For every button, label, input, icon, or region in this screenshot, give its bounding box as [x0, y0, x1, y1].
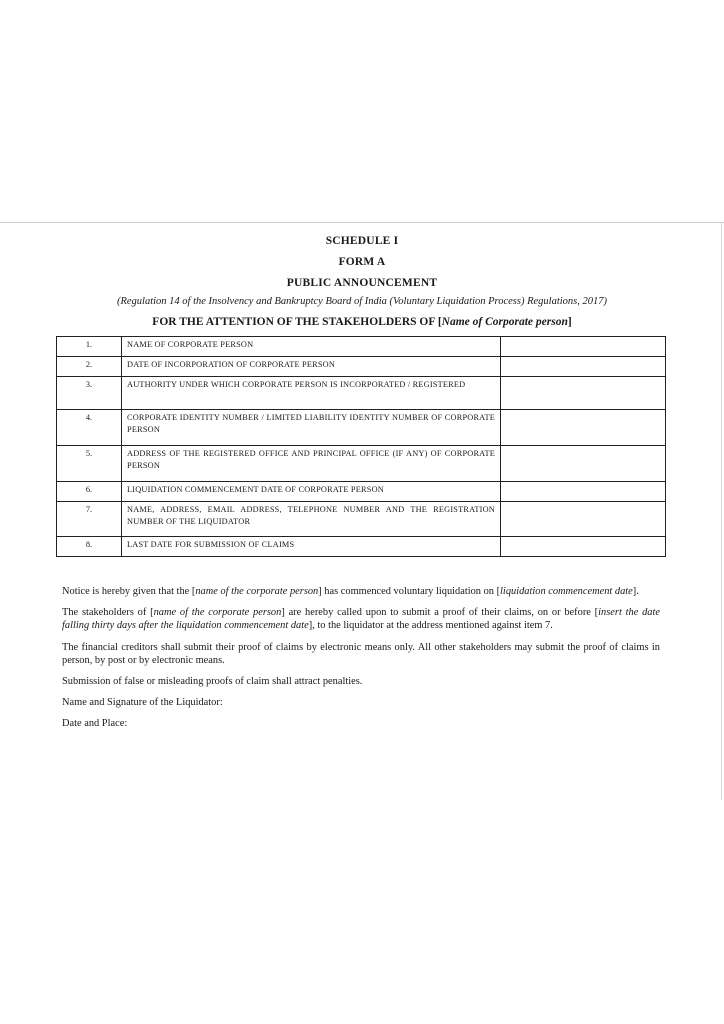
- notice-body: [62, 585, 660, 739]
- row-value: [501, 482, 666, 502]
- liquidator-signature-line: Name and Signature of the Liquidator:: [62, 697, 223, 709]
- details-table: [56, 336, 666, 557]
- row-number: 6.: [57, 482, 122, 502]
- row-label: NAME, ADDRESS, EMAIL ADDRESS, TELEPHONE NUMBER AND THE REGISTRATION NUMBER OF THE LIQUIDATOR: [122, 502, 501, 537]
- placeholder-text: liquidation commencement date: [500, 586, 633, 597]
- notice-text: ] are hereby called upon to submit a proof of their claims, on or before [: [281, 607, 599, 619]
- attention-suffix: ]: [567, 316, 572, 328]
- placeholder-text: name of the corporate person: [195, 586, 319, 597]
- row-label: LIQUIDATION COMMENCEMENT DATE OF CORPORATE PERSON: [122, 482, 501, 502]
- row-number: 1.: [57, 337, 122, 357]
- attention-prefix: FOR THE ATTENTION OF THE STAKEHOLDERS OF [: [152, 316, 442, 328]
- form-title: FORM A: [338, 256, 386, 268]
- table-row: [57, 502, 666, 537]
- row-value: [501, 357, 666, 377]
- row-label: DATE OF INCORPORATION OF CORPORATE PERSON: [122, 357, 501, 377]
- notice-paragraph-submission-means: The financial creditors shall submit their proof of claims by electronic means only. All other stakeholders may submit the proof of claims in person, by post or by electronic means.: [62, 641, 660, 666]
- notice-paragraph-claims: [62, 606, 660, 632]
- table-row: [57, 337, 666, 357]
- row-value: [501, 502, 666, 537]
- row-value: [501, 537, 666, 557]
- page-top-edge: [0, 222, 724, 223]
- row-label: CORPORATE IDENTITY NUMBER / LIMITED LIABILITY IDENTITY NUMBER OF CORPORATE PERSON: [122, 410, 501, 446]
- row-number: 2.: [57, 357, 122, 377]
- notice-text: ] has commenced voluntary liquidation on [: [318, 586, 501, 597]
- table-row: [57, 482, 666, 502]
- row-number: 8.: [57, 537, 122, 557]
- notice-paragraph-commencement: [62, 585, 660, 598]
- row-label: AUTHORITY UNDER WHICH CORPORATE PERSON IS INCORPORATED / REGISTERED: [122, 377, 501, 410]
- notice-paragraph-penalties: Submission of false or misleading proofs of claim shall attract penalties.: [62, 676, 363, 688]
- row-number: 7.: [57, 502, 122, 537]
- attention-placeholder: Name of Corporate person: [441, 316, 568, 328]
- schedule-title: SCHEDULE I: [325, 235, 399, 247]
- date-place-line: Date and Place:: [62, 718, 128, 730]
- notice-text: The stakeholders of [: [62, 607, 154, 619]
- placeholder-text: name of the corporate person: [153, 607, 282, 619]
- announcement-title: PUBLIC ANNOUNCEMENT: [286, 277, 438, 289]
- notice-text: Notice is hereby given that the [: [62, 586, 196, 597]
- row-label: NAME OF CORPORATE PERSON: [122, 337, 501, 357]
- row-label: LAST DATE FOR SUBMISSION OF CLAIMS: [122, 537, 501, 557]
- row-value: [501, 377, 666, 410]
- table-row: [57, 377, 666, 410]
- row-label: ADDRESS OF THE REGISTERED OFFICE AND PRINCIPAL OFFICE (IF ANY) OF CORPORATE PERSON: [122, 446, 501, 482]
- notice-text: ], to the liquidator at the address mentioned against item 7.: [308, 620, 553, 632]
- row-value: [501, 446, 666, 482]
- table-row: [57, 357, 666, 377]
- row-value: [501, 337, 666, 357]
- table-row: [57, 537, 666, 557]
- row-number: 5.: [57, 446, 122, 482]
- page-right-edge: [721, 222, 722, 800]
- placeholder-text: insert the date falling thirty days after the liquidation commencement date: [62, 607, 660, 632]
- table-row: [57, 410, 666, 446]
- row-number: 4.: [57, 410, 122, 446]
- notice-text: ].: [632, 586, 639, 597]
- regulation-line: (Regulation 14 of the Insolvency and Bankruptcy Board of India (Voluntary Liquidation Process) Regulations, 2017): [116, 296, 608, 307]
- row-number: 3.: [57, 377, 122, 410]
- attention-line: [0, 316, 724, 328]
- row-value: [501, 410, 666, 446]
- table-row: [57, 446, 666, 482]
